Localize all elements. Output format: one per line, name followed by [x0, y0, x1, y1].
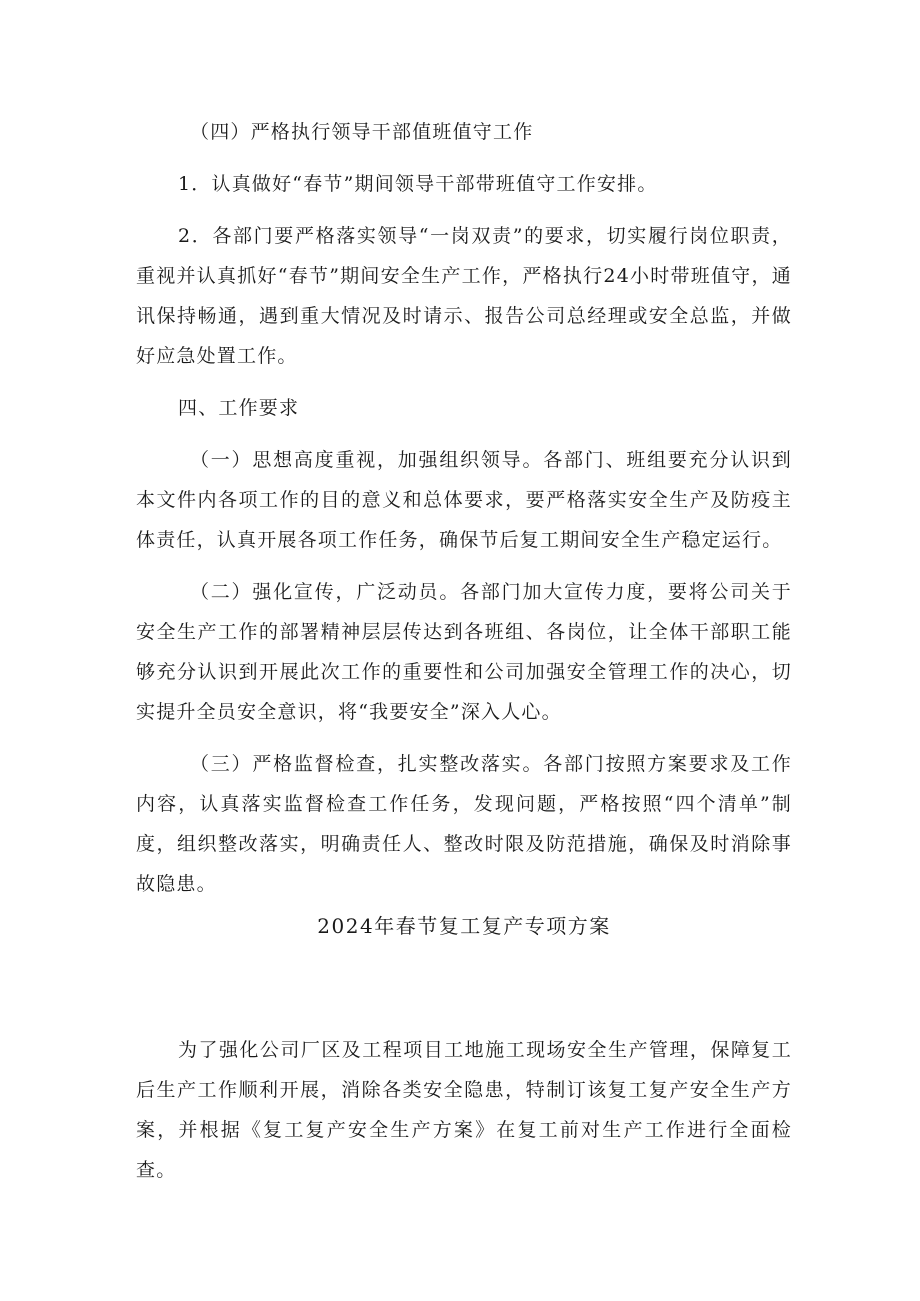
requirement-paragraph-1: （一）思想高度重视，加强组织领导。各部门、班组要充分认识到本文件内各项工作的目的意义和总体要求，要严格落实安全生产及防疫主体责任，认真开展各项工作任务，确保节后复工期间安全生产稳定运行。	[136, 449, 792, 551]
list-item-2: 2．各部门要严格落实领导“一岗双责”的要求，切实履行岗位职责，重视并认真抓好“春节”期间安全生产工作，严格执行24小时带班值守，通讯保持畅通，遇到重大情况及时请示、报告公司总经理或安全总监，并做好应急处置工作。	[136, 225, 792, 367]
section-heading-work-requirements: 四、工作要求	[178, 397, 300, 419]
list-item-1: 1．认真做好“春节”期间领导干部带班值守工作安排。	[178, 173, 658, 195]
requirement-paragraph-2: （二）强化宣传，广泛动员。各部门加大宣传力度，要将公司关于安全生产工作的部署精神层层传达到各班组、各岗位，让全体干部职工能够充分认识到开展此次工作的重要性和公司加强安全管理工作的决心，切实提升全员安全意识，将“我要安全”深入人心。	[136, 581, 792, 723]
document-title: 2024年春节复工复产专项方案	[317, 914, 611, 938]
requirement-paragraph-3: （三）严格监督检查，扎实整改落实。各部门按照方案要求及工作内容，认真落实监督检查工作任务，发现问题，严格按照“四个清单”制度，组织整改落实，明确责任人、整改时限及防范措施，确保及时消除事故隐患。	[136, 753, 792, 895]
subsection-heading-4: （四）严格执行领导干部值班值守工作	[190, 121, 534, 143]
intro-paragraph: 为了强化公司厂区及工程项目工地施工现场安全生产管理，保障复工后生产工作顺利开展，消除各类安全隐患，特制订该复工复产安全生产方案，并根据《复工复产安全生产方案》在复工前对生产工作进行全面检查。	[136, 1039, 792, 1181]
document-body	[136, 112, 792, 1190]
